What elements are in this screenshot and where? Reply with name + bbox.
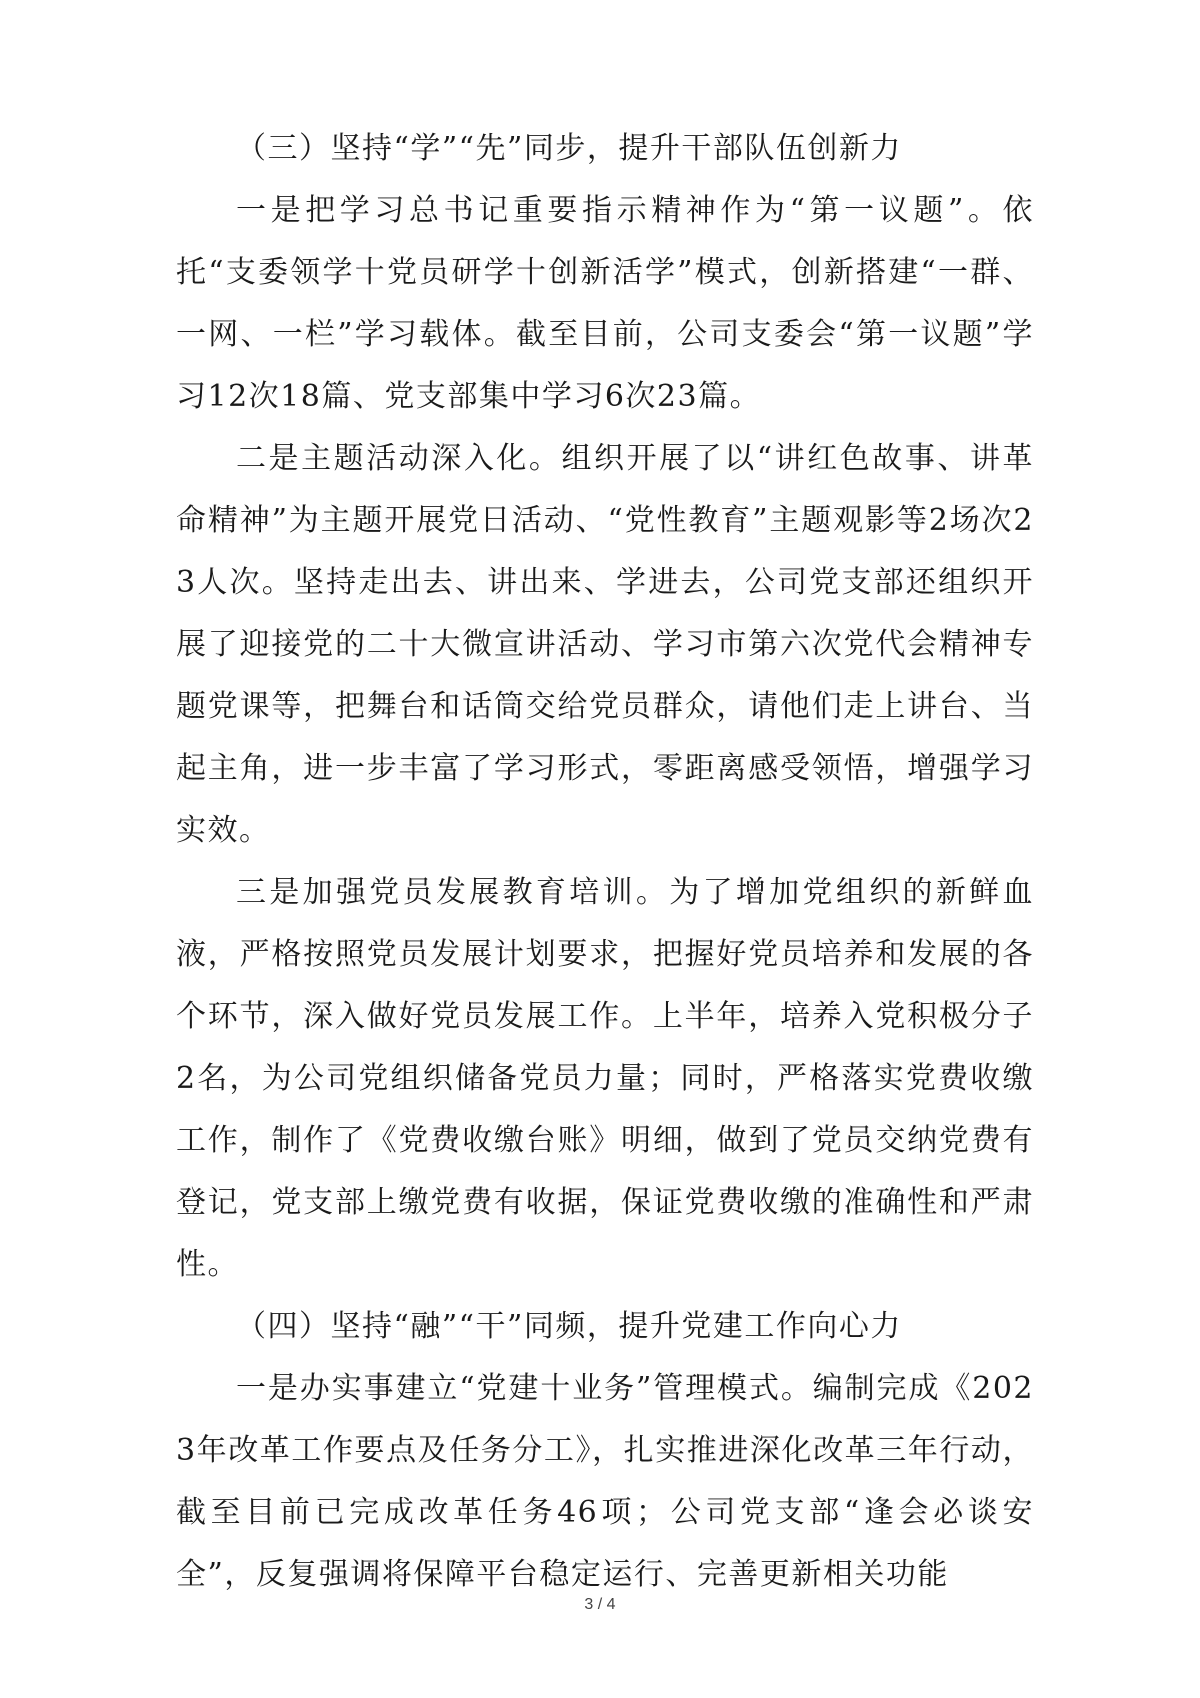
paragraph-member-training: 三是加强党员发展教育培训。为了增加党组织的新鲜血液，严格按照党员发展计划要求，把握好党员培养和发展的各个环节，深入做好党员发展工作。上半年，培养入党积极分子2名，为公司党组织储备党员力量；同时，严格落实党费收缴工作，制作了《党费收缴台账》明细，做到了党员交纳党费有登记，党支部上缴党费有收据，保证党费收缴的准确性和严肃性。: [176, 875, 1034, 1282]
paragraph-first-topic: 一是把学习总书记重要指示精神作为“第一议题”。依托“支委领学十党员研学十创新活学”模式，创新搭建“一群、一网、一栏”学习载体。截至目前，公司支委会“第一议题”学习12次18篇、党支部集中学习6次23篇。: [176, 193, 1034, 414]
section-heading-four: （四）坚持“融”“干”同频，提升党建工作向心力: [236, 1309, 902, 1344]
document-body: [176, 118, 1034, 1606]
page-number: 3 / 4: [584, 1596, 616, 1613]
paragraph-party-business: 一是办实事建立“党建十业务”管理模式。编制完成《2023年改革工作要点及任务分工》，扎实推进深化改革三年行动，截至目前已完成改革任务46项；公司党支部“逢会必谈安全”，反复强调将保障平台稳定运行、完善更新相关功能: [176, 1371, 1034, 1592]
paragraph-theme-activities: 二是主题活动深入化。组织开展了以“讲红色故事、讲革命精神”为主题开展党日活动、“党性教育”主题观影等2场次23人次。坚持走出去、讲出来、学进去，公司党支部还组织开展了迎接党的二十大微宣讲活动、学习市第六次党代会精神专题党课等，把舞台和话筒交给党员群众，请他们走上讲台、当起主角，进一步丰富了学习形式，零距离感受领悟，增强学习实效。: [176, 441, 1034, 848]
section-heading-three: （三）坚持“学”“先”同步，提升干部队伍创新力: [236, 131, 902, 166]
